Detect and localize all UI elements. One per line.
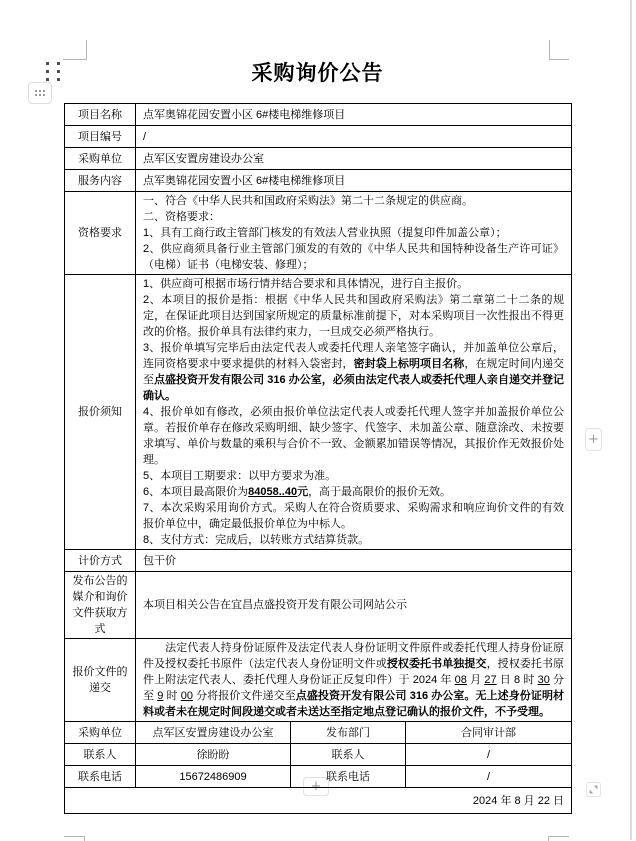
text-boundary-corner-bottom-right bbox=[548, 836, 569, 841]
text-segment: 分至 bbox=[143, 674, 565, 702]
notice-table-body bbox=[65, 104, 572, 814]
date-cell[interactable]: 2024 年 8 月 22 日 bbox=[65, 788, 572, 814]
row-label-cell[interactable]: 发布公告的媒介和询价文件获取方式 bbox=[65, 572, 136, 639]
plus-icon: + bbox=[588, 432, 599, 447]
table-row bbox=[65, 639, 572, 722]
text-segment: 30 bbox=[537, 674, 550, 686]
table-cell[interactable]: / bbox=[406, 766, 572, 788]
paragraph bbox=[143, 468, 564, 484]
text-segment: 27 bbox=[484, 674, 497, 686]
text-segment: 包干价 bbox=[143, 554, 176, 567]
text-segment: 84058..40 bbox=[248, 486, 298, 498]
text-segment: 6、本项目最高限价为 bbox=[143, 486, 249, 498]
paragraph bbox=[143, 276, 564, 292]
row-label-cell[interactable]: 报价文件的递交 bbox=[65, 639, 136, 722]
paragraph bbox=[143, 129, 564, 145]
text-segment: ，授权委托书原件上附法定代表人、委托代理人身份证正反复印件）于 2024 年 bbox=[143, 658, 565, 686]
text-segment: 2、供应商须具备行业主管部门颁发的有效的《中华人民共和国特种设备生产许可证》（电梯）证书（电梯安装、修理）； bbox=[143, 243, 565, 271]
text-segment: 法定代表人持身份证原件及法定代表人身份证明文件原件或委托代理人持身份证原件及授权委托书原件（法定代表人身份证明文件或 bbox=[143, 642, 565, 670]
paragraph bbox=[143, 173, 564, 189]
text-segment: 5、本项目工期要求：以甲方要求为准。 bbox=[143, 470, 337, 482]
page-title: 采购询价公告 bbox=[251, 62, 384, 85]
text-segment: 00 bbox=[180, 690, 193, 702]
text-segment: 点盛投资开发有限公司 316 办公室，必须由法定代表人或委托代理人亲自递交并登记确认。 bbox=[143, 374, 565, 402]
table-row bbox=[65, 766, 572, 788]
text-segment: 日 8 时 bbox=[496, 674, 538, 686]
table-row bbox=[65, 170, 572, 192]
text-segment: 8、支付方式：完成后，以转账方式结算货款。 bbox=[143, 534, 370, 546]
table-cell[interactable]: / bbox=[406, 744, 572, 766]
text-segment: 元 bbox=[297, 486, 309, 498]
table-row bbox=[65, 788, 572, 814]
text-segment: ，高于最高限价的报价无效。 bbox=[308, 486, 452, 498]
row-value-cell[interactable] bbox=[136, 126, 572, 148]
table-row bbox=[65, 550, 572, 572]
table-cell[interactable]: 联系人 bbox=[65, 744, 136, 766]
row-label-cell[interactable]: 资格要求 bbox=[65, 192, 136, 275]
text-segment: 分将报价文件递交至 bbox=[192, 690, 296, 702]
text-segment: 月 bbox=[466, 674, 485, 686]
text-segment: 一、符合《中华人民共和国政府采购法》第二十二条规定的供应商。 bbox=[143, 195, 473, 207]
paragraph bbox=[143, 640, 564, 720]
row-value-cell[interactable] bbox=[136, 104, 572, 126]
table-cell[interactable]: 发布部门 bbox=[291, 722, 406, 744]
table-row bbox=[65, 104, 572, 126]
table-row bbox=[65, 572, 572, 639]
text-segment: 点军奥锦花园安置小区 6#楼电梯维修项目 bbox=[143, 174, 346, 187]
table-row bbox=[65, 744, 572, 766]
plus-icon: + bbox=[310, 779, 322, 794]
text-segment: 2、本项目的报价是指：根据《中华人民共和国政府采购法》第二章第二十二条的规定，在保证此项目达到国家所规定的质量标准前提下，对本采购项目一次性报出不得更改的价格。报价单具有法律约束力，一旦成交必须严格执行。 bbox=[143, 294, 565, 338]
row-label-cell[interactable]: 项目编号 bbox=[65, 126, 136, 148]
table-row bbox=[65, 126, 572, 148]
paragraph bbox=[143, 225, 564, 241]
text-segment: 1、具有工商行政主管部门核发的有效法人营业执照（提复印件加盖公章）； bbox=[143, 227, 507, 239]
row-value-cell[interactable] bbox=[136, 550, 572, 572]
paragraph bbox=[143, 340, 564, 404]
add-column-button[interactable] bbox=[585, 428, 602, 451]
text-segment: 本项目相关公告在宜昌点盛投资开发有限公司网站公示 bbox=[143, 599, 407, 611]
text-segment: 9 bbox=[157, 690, 164, 702]
table-cell[interactable]: 联系人 bbox=[291, 744, 406, 766]
paragraph bbox=[143, 404, 564, 468]
paragraph bbox=[143, 532, 564, 548]
expand-table-button[interactable] bbox=[586, 782, 601, 797]
row-value-cell[interactable] bbox=[136, 639, 572, 722]
table-row bbox=[65, 192, 572, 275]
text-segment: 08 bbox=[454, 674, 467, 686]
table-cell[interactable]: 联系电话 bbox=[291, 766, 406, 788]
paragraph bbox=[143, 107, 564, 123]
text-segment: ，在规定时间内递交至 bbox=[143, 358, 565, 386]
table-cell[interactable]: 联系电话 bbox=[65, 766, 136, 788]
paragraph bbox=[143, 500, 564, 532]
row-value-cell[interactable] bbox=[136, 275, 572, 550]
table-cell[interactable]: 点军区安置房建设办公室 bbox=[136, 722, 291, 744]
paragraph bbox=[143, 553, 564, 569]
text-segment: 授权委托书单独提交 bbox=[386, 658, 487, 670]
paragraph bbox=[143, 151, 564, 167]
row-label-cell[interactable]: 报价须知 bbox=[65, 275, 136, 550]
text-segment: 7、本次采购采用询价方式。采购人在符合资质要求、采购需求和响应询价文件的有效报价单位中，确定最低报价单位为中标人。 bbox=[143, 502, 565, 530]
paragraph bbox=[143, 597, 564, 613]
notice-table bbox=[64, 103, 572, 814]
row-label-cell[interactable]: 服务内容 bbox=[65, 170, 136, 192]
text-segment: 点盛投资开发有限公司 316 办公室。无上述身份证明材料或者未在规定时间段递交或者未送达至指定地点登记确认的报价文件，不予受理。 bbox=[143, 690, 565, 718]
table-row bbox=[65, 148, 572, 170]
text-segment: 1、供应商可根据市场行情并结合要求和具体情况，进行自主报价。 bbox=[143, 278, 469, 290]
row-label-cell[interactable]: 采购单位 bbox=[65, 148, 136, 170]
block-drag-handle-icon[interactable] bbox=[46, 62, 60, 81]
page-edge-line bbox=[630, 0, 632, 840]
paragraph bbox=[143, 241, 564, 273]
text-segment: 时 bbox=[163, 690, 181, 702]
paragraph bbox=[143, 484, 564, 500]
row-label-cell[interactable]: 项目名称 bbox=[65, 104, 136, 126]
text-segment: 点军区安置房建设办公室 bbox=[143, 152, 264, 165]
paragraph bbox=[143, 193, 564, 209]
six-dot-grid-icon bbox=[35, 90, 45, 96]
row-value-cell[interactable] bbox=[136, 192, 572, 275]
row-value-cell[interactable] bbox=[136, 572, 572, 639]
row-label-cell[interactable]: 计价方式 bbox=[65, 550, 136, 572]
paragraph bbox=[143, 209, 564, 225]
row-value-cell[interactable] bbox=[136, 148, 572, 170]
table-row bbox=[65, 275, 572, 550]
text-segment: 点军奥锦花园安置小区 6#楼电梯维修项目 bbox=[143, 108, 346, 121]
paragraph bbox=[143, 292, 564, 340]
diagonal-expand-arrows-icon bbox=[589, 785, 598, 794]
table-cell[interactable]: 采购单位 bbox=[65, 722, 136, 744]
text-segment: 密封袋上标明项目名称 bbox=[353, 358, 465, 370]
text-segment: / bbox=[143, 130, 147, 143]
row-value-cell[interactable] bbox=[136, 170, 572, 192]
drag-handle-button[interactable] bbox=[28, 82, 52, 104]
table-cell[interactable]: 15672486909 bbox=[136, 766, 291, 788]
table-cell[interactable]: 徐盼盼 bbox=[136, 744, 291, 766]
table-row bbox=[65, 722, 572, 744]
text-boundary-corner-bottom-left bbox=[64, 836, 85, 841]
text-segment: 4、报价单如有修改，必须由报价单位法定代表人或委托代理人签字并加盖报价单位公章。若报价单存在修改采购明细、缺少签字、代签字、未加盖公章、随意涂改、未按要求填写、单价与数量的乘积与合价不一致、金额累加错误等情况，其报价作无效报价处理。 bbox=[143, 406, 565, 466]
table-cell[interactable]: 合同审计部 bbox=[406, 722, 572, 744]
text-segment: 3、报价单填写完毕后由法定代表人或委托代理人亲笔签字确认，并加盖单位公章后，连同资格要求中要求提供的材料入袋密封， bbox=[143, 342, 565, 370]
text-segment: 二、资格要求： bbox=[143, 211, 220, 223]
